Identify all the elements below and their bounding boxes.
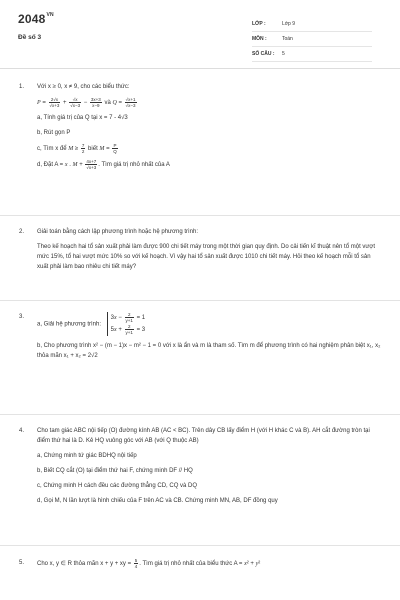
question-1: 1. Với x ≥ 0, x ≠ 9, cho các biểu thức: P = $\frac{2√x}{√x+3}$ + $\frac{√x}{√x-3}$ − $\frac{3x+3}{x-9}$ và Q = $\frac{√x+1}{√x-3}$ a, Tính giá trị của Q tại x = 7 - 4√3 b, Rút gọn P c, Tìm x để M ≥ $\frac{7}{2}$ biết M = $\frac{P}{Q}$ d, Đặt A = x . M + $\frac{4x+7}{√x+3}$ . Tìm giá trị nhỏ nhất của A <box>19 82 381 170</box>
equation-system: 3x − $\frac{2}{y+1}$ = 1 5x + $\frac{2}{y+1}$ = 3 <box>107 312 145 336</box>
question-5: 5. Cho x, y ∈ R thỏa mãn x + y + xy = $\frac{5}{4}$ . Tìm giá trị nhỏ nhất của biểu thức A = x² + y² <box>19 558 381 569</box>
question-1-part-d: d, Đặt A = x . M + $\frac{4x+7}{√x+3}$ . Tìm giá trị nhỏ nhất của A <box>37 159 170 171</box>
separator <box>0 414 400 415</box>
question-4-part-a: a, Chứng minh tứ giác BDHQ nội tiếp <box>37 453 137 459</box>
question-1-part-a: a, Tính giá trị của Q tại x = 7 - 4√3 <box>37 115 128 122</box>
meta-count-row: SỐ CÂU : 5 <box>252 47 372 62</box>
exam-header <box>0 0 400 69</box>
question-1-part-b: b, Rút gọn P <box>37 130 71 137</box>
question-5-text: Cho x, y ∈ R thỏa mãn x + y + xy = $\frac{5}{4}$ . Tìm giá trị nhỏ nhất của biểu thức A = x² + y² <box>37 558 261 569</box>
question-3-part-a: a, Giải hệ phương trình: 3x − $\frac{2}{y+1}$ = 1 5x + $\frac{2}{y+1}$ = 3 <box>37 312 146 336</box>
question-1-formula: P = $\frac{2√x}{√x+3}$ + $\frac{√x}{√x-3}$ − $\frac{3x+3}{x-9}$ và Q = $\frac{√x+1}{√x-3}$ <box>37 97 136 108</box>
meta-class-row: LỚP : Lớp 9 <box>252 17 372 32</box>
question-1-part-c: c, Tìm x để M ≥ $\frac{7}{2}$ biết M = $\frac{P}{Q}$ <box>37 143 117 155</box>
question-2-paragraph: Theo kế hoạch hai tổ sản xuất phải làm được 900 chi tiết máy trong một thời gian quy định. Do cải tiến kĩ thuật nên tổ một vượt mức 15%, tổ hai vượt mức 10% so với kế hoạch. Vì vậy hai tổ sản xuất được 1010 chi tiết máy. Hỏi theo kế hoạch mỗi tổ sản xuất phải làm bao nhiêu chi tiết máy? <box>37 244 376 270</box>
question-1-intro: Với x ≥ 0, x ≠ 9, cho các biểu thức: <box>37 84 130 90</box>
question-4-part-b: b, Biết CQ cắt (O) tại điểm thứ hai F, chứng minh DF // HQ <box>37 468 193 474</box>
question-2: 2. Giải toán bằng cách lập phương trình hoặc hệ phương trình: Theo kế hoạch hai tổ sản xuất phải làm được 900 chi tiết máy trong một thời gian quy định. Do cải tiến kĩ thuật nên tổ một vượt mức 15%, tổ hai vượt mức 10% so với kế hoạch. Vì vậy hai tổ sản xuất được 1010 chi tiết máy. Hỏi theo kế hoạch mỗi tổ sản xuất phải làm bao nhiêu chi tiết máy? <box>19 227 381 272</box>
question-4: 4. Cho tam giác ABC nội tiếp (O) đường kính AB (AC < BC). Trên dây CB lấy điểm H (với H khác C và B). AH cắt đường tròn tại điểm thứ hai là D. Kẻ HQ vuông góc với AB (với Q thuộc AB) a, Chứng minh tứ giác BDHQ nội tiếp b, Biết CQ cắt (O) tại điểm thứ hai F, chứng minh DF // HQ c, Chứng minh H cách đều các đường thẳng CD, CQ và DQ d, Gọi M, N lần lượt là hình chiếu của F trên AC và CB. Chứng minh MN, AB, DF đồng quy <box>19 426 381 506</box>
meta-subject-row: MÔN : Toán <box>252 32 372 47</box>
separator <box>0 215 400 216</box>
question-4-intro: Cho tam giác ABC nội tiếp (O) đường kính AB (AC < BC). Trên dây CB lấy điểm H (với H khác C và B). AH cắt đường tròn tại điểm thứ hai là D. Kẻ HQ vuông góc với AB (với Q thuộc AB) <box>37 428 370 444</box>
question-3: 3. a, Giải hệ phương trình: 3x − $\frac{2}{y+1}$ = 1 5x + $\frac{2}{y+1}$ = 3 b, Cho phương trình x² − (m − 1)x − m² − 1 = 0 với x là ẩn và m là tham số. Tìm m để phương trình có hai nghiệm phân biệt x₁, x₂ thỏa mãn x₁ + x₂ = 2√2 <box>19 312 381 360</box>
exam-meta <box>252 17 372 62</box>
question-3-part-b: b, Cho phương trình x² − (m − 1)x − m² − 1 = 0 với x là ẩn và m là tham số. Tìm m để phương trình có hai nghiệm phân biệt x₁, x₂ thỏa mãn x₁ + x₂ = 2√2 <box>37 343 381 360</box>
separator <box>0 300 400 301</box>
question-2-intro: Giải toán bằng cách lập phương trình hoặc hệ phương trình: <box>37 229 199 235</box>
site-logo[interactable]: $2048^{VN}$ <box>18 12 54 26</box>
separator <box>0 545 400 546</box>
question-4-part-c: c, Chứng minh H cách đều các đường thẳng CD, CQ và DQ <box>37 483 198 489</box>
question-4-part-d: d, Gọi M, N lần lượt là hình chiếu của F trên AC và CB. Chứng minh MN, AB, DF đồng quy <box>37 498 278 504</box>
exam-title: Đề số 3 <box>18 34 42 41</box>
